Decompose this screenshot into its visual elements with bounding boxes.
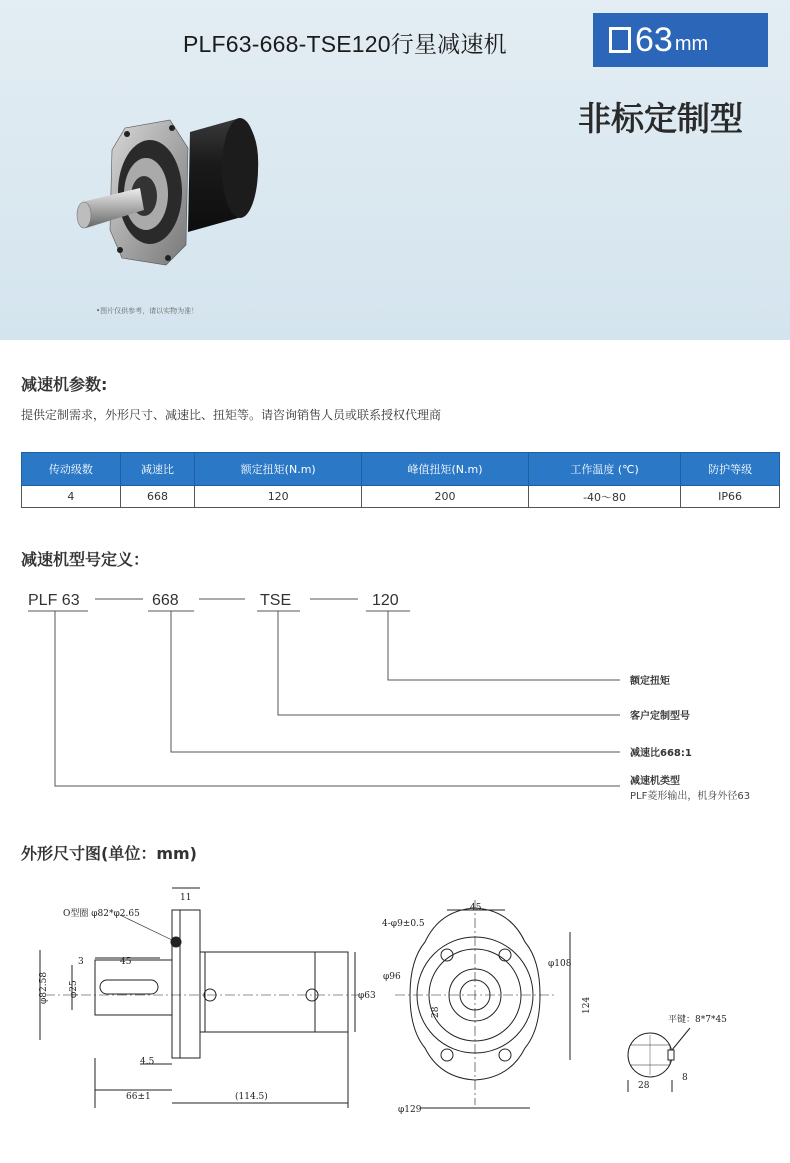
label-type-desc: PLF菱形输出，机身外径63 (630, 791, 751, 802)
label-custom-model: 客户定制型号 (630, 711, 690, 722)
header-cell: 传动级数 (22, 453, 121, 486)
dim-d28: 28 (431, 1006, 441, 1018)
header-cell: 额定扭矩(N.m) (195, 453, 362, 486)
dim-holes: 4-φ9±0.5 (382, 919, 425, 929)
image-disclaimer: •图片仅供参考，请以实物为准！ (96, 307, 199, 315)
dim-d108: φ108 (548, 959, 572, 969)
dim-len114: (114.5) (235, 1092, 268, 1102)
dim-len4-5: 4.5 (140, 1057, 155, 1067)
header-cell: 防护等级 (681, 453, 780, 486)
table-cell: 120 (195, 486, 362, 508)
dim-d96: φ96 (383, 972, 401, 982)
flange-outline (172, 910, 200, 1058)
table-row (22, 486, 780, 508)
hero-banner (0, 0, 790, 340)
dim-pitch45: 45 (470, 903, 482, 913)
dim-oring: O型圈 φ82*φ2.65 (63, 909, 140, 919)
dimension-drawing (0, 880, 790, 1163)
params-heading: 减速机参数: (21, 375, 108, 394)
dim-len66: 66±1 (126, 1092, 151, 1102)
code-segment-torque: 120 (372, 592, 399, 609)
table-cell: IP66 (681, 486, 780, 508)
table-cell: 200 (362, 486, 529, 508)
code-segment-custom: TSE (260, 592, 292, 609)
model-code-heading: 减速机型号定义： (21, 550, 150, 569)
product-subtitle: 非标定制型 (578, 99, 743, 138)
label-rated-torque: 额定扭矩 (630, 676, 670, 687)
label-type: 减速机类型 (630, 776, 680, 787)
dim-w8: 8 (682, 1073, 688, 1083)
table-cell: -40～80 (528, 486, 680, 508)
dim-d129: φ129 (398, 1105, 422, 1115)
table-cell: 668 (120, 486, 195, 508)
dim-w28: 28 (638, 1081, 650, 1091)
code-segment-ratio: 668 (152, 592, 179, 609)
dim-flange-thickness: 11 (180, 893, 192, 903)
output-shaft (95, 960, 172, 1015)
table-header-row (22, 453, 780, 486)
table-cell: 4 (22, 486, 121, 508)
header-cell: 峰值扭矩(N.m) (362, 453, 529, 486)
size-unit: mm (674, 32, 709, 55)
dim-d82: φ82.58 (39, 971, 49, 1004)
dim-h124: 124 (582, 996, 592, 1014)
header-cell: 工作温度 (℃) (528, 453, 680, 486)
size-badge (593, 13, 768, 67)
params-table (21, 452, 780, 508)
params-description: 提供定制需求，外形尺寸、减速比、扭矩等。请咨询销售人员或联系授权代理商 (21, 408, 442, 422)
code-segment-series: PLF 63 (28, 592, 80, 609)
dim-key: 平键：8*7*45 (668, 1015, 727, 1025)
product-image (70, 110, 270, 275)
size-number: 63 (635, 21, 673, 59)
drawing-heading: 外形尺寸图(单位：mm) (21, 844, 197, 863)
dim-len45: 45 (120, 957, 132, 967)
dim-d25: φ25 (69, 980, 79, 998)
motor-body (200, 952, 348, 1032)
model-code-diagram (0, 580, 790, 820)
dim-d63: φ63 (358, 991, 376, 1001)
header-cell: 减速比 (120, 453, 195, 486)
product-title: PLF63-668-TSE120行星减速机 (183, 31, 507, 57)
dim-len3: 3 (78, 957, 84, 967)
square-icon (609, 27, 631, 53)
label-ratio: 减速比668:1 (630, 748, 692, 759)
